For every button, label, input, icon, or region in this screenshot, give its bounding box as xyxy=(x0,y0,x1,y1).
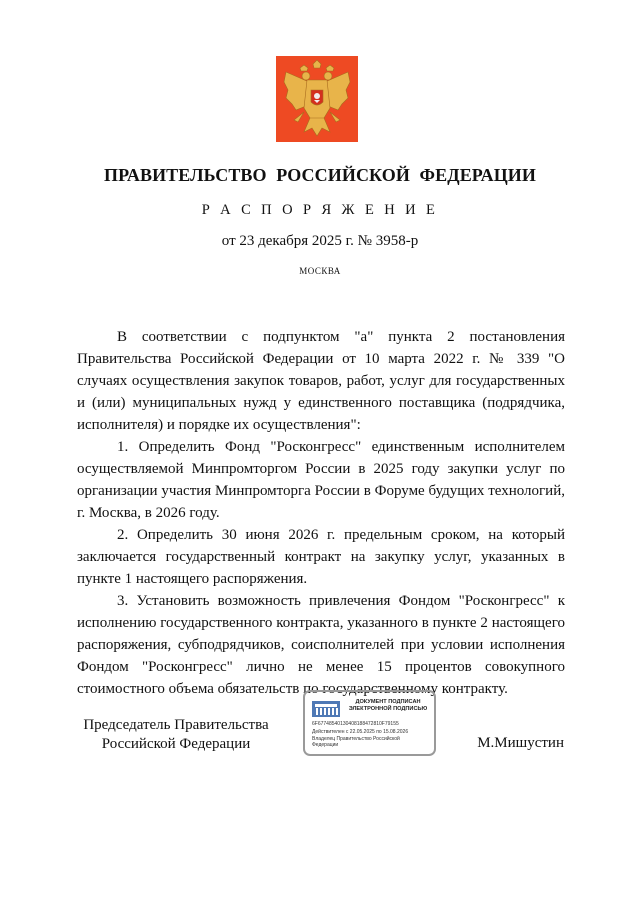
stamp-certificate: 6F67748540130408188472810F79155 xyxy=(312,721,399,727)
stamp-owner-line-1: Владелец Правительство Российской xyxy=(312,736,400,742)
government-title: ПРАВИТЕЛЬСТВО РОССИЙСКОЙ ФЕДЕРАЦИИ xyxy=(103,165,536,185)
preamble-paragraph: В соответствии с подпунктом "а" пункта 2 постановления Правительства Российской Федерации от 10 марта 2022 г. № 339 "О случаях осуществления закупок товаров, работ, услуг для государственных и (или) муниципальных нужд у единственного поставщика (подрядчика, исполнителя) и порядке их осуществления": xyxy=(77,329,565,433)
stamp-validity: Действителен с 22.05.2025 по 15.08.2026 xyxy=(312,729,409,735)
position-line-2: Российской Федерации xyxy=(101,736,251,752)
document-type: Р А С П О Р Я Ж Е Н И Е xyxy=(201,202,439,218)
stamp-title-line-1: ДОКУМЕНТ ПОДПИСАН xyxy=(355,699,421,705)
signatory-name: М.Мишустин xyxy=(477,735,564,751)
stamp-owner-line-2: Федерации xyxy=(312,742,339,748)
government-building-icon xyxy=(311,699,341,719)
coat-of-arms-emblem xyxy=(276,56,358,142)
electronic-signature-stamp xyxy=(303,690,436,756)
document-city: МОСКВА xyxy=(299,266,341,276)
stamp-title xyxy=(343,699,433,713)
signatory-position xyxy=(76,716,276,754)
document-body xyxy=(77,326,565,700)
document-date-number: от 23 декабря 2025 г. № 3958-р xyxy=(221,233,419,249)
clause-1-paragraph: 1. Определить Фонд "Росконгресс" единственным исполнителем осуществляемой Минпромторгом России в 2025 году закупки услуг по организации участия Минпромторга России в Форуме будущих технологий, г. Москва, в 2026 году. xyxy=(77,439,565,521)
stamp-title-line-2: ЭЛЕКТРОННОЙ ПОДПИСЬЮ xyxy=(348,706,428,712)
clause-3-paragraph: 3. Установить возможность привлечения Фондом "Росконгресс" к исполнению государственного контракта, указанного в пункте 2 настоящего распоряжения, субподрядчиков, соисполнителей при условии исполнения Фондом "Росконгресс" лично не менее 15 процентов совокупного стоимостного объема обязательств по государственному контракту. xyxy=(77,593,565,697)
clause-2-paragraph: 2. Определить 30 июня 2026 г. предельным сроком, на который заключается государственный контракт на закупку услуг, указанных в пункте 1 настоящего распоряжения. xyxy=(77,527,565,587)
position-line-1: Председатель Правительства xyxy=(83,717,269,733)
